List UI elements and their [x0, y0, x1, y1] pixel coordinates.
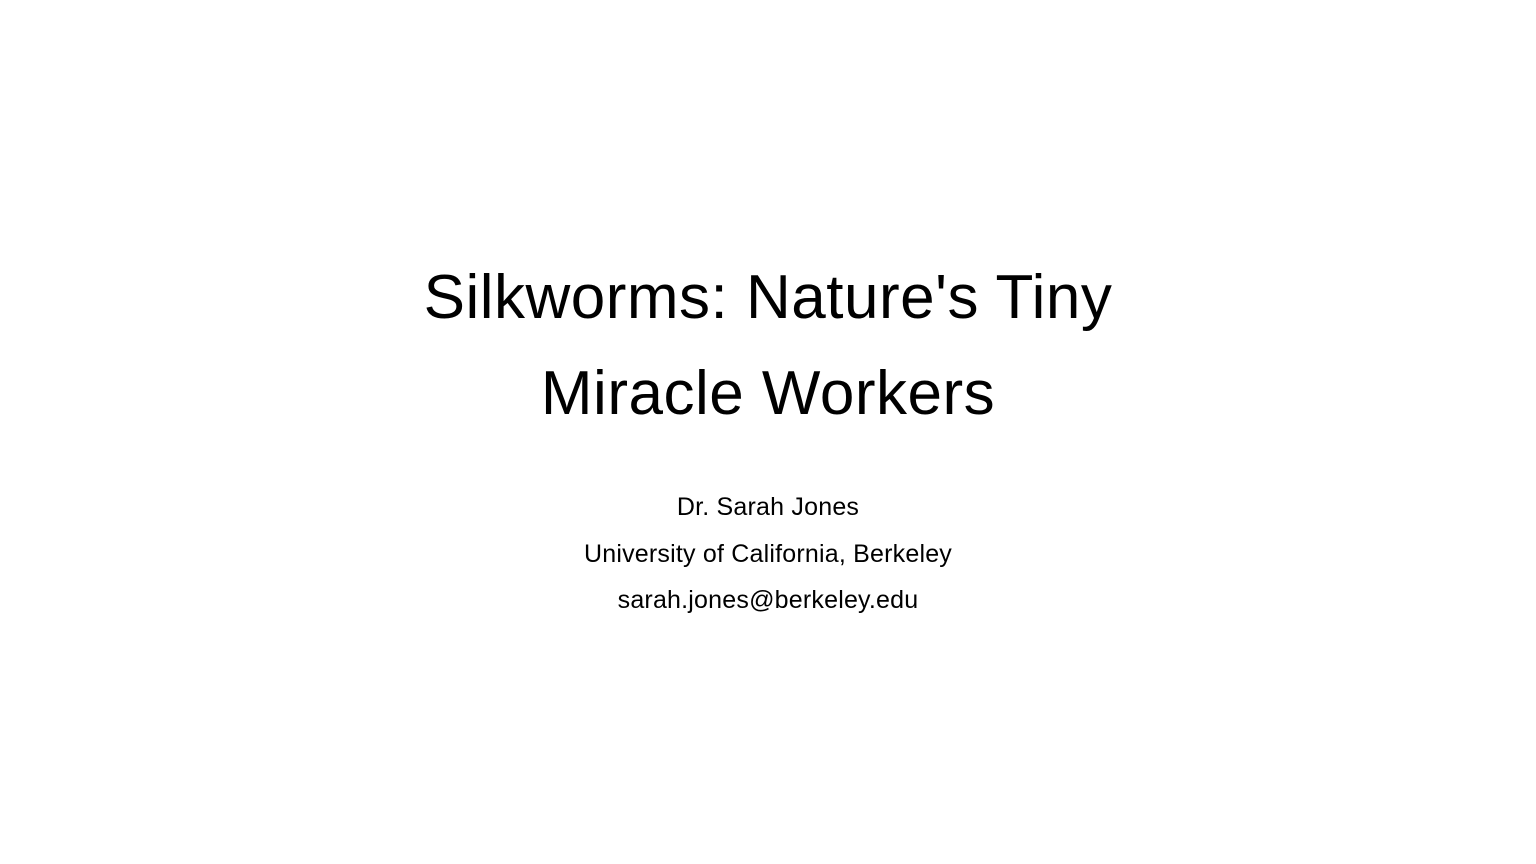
slide-title-line-1: Silkworms: Nature's Tiny: [423, 263, 1113, 332]
author-affiliation: University of California, Berkeley: [583, 539, 953, 568]
author-name: Dr. Sarah Jones: [676, 493, 860, 521]
slide-title: [0, 250, 1536, 442]
slide-title-line-2: Miracle Workers: [540, 359, 996, 428]
slide-subtitle: [0, 484, 1536, 624]
author-email: sarah.jones@berkeley.edu: [617, 586, 919, 614]
